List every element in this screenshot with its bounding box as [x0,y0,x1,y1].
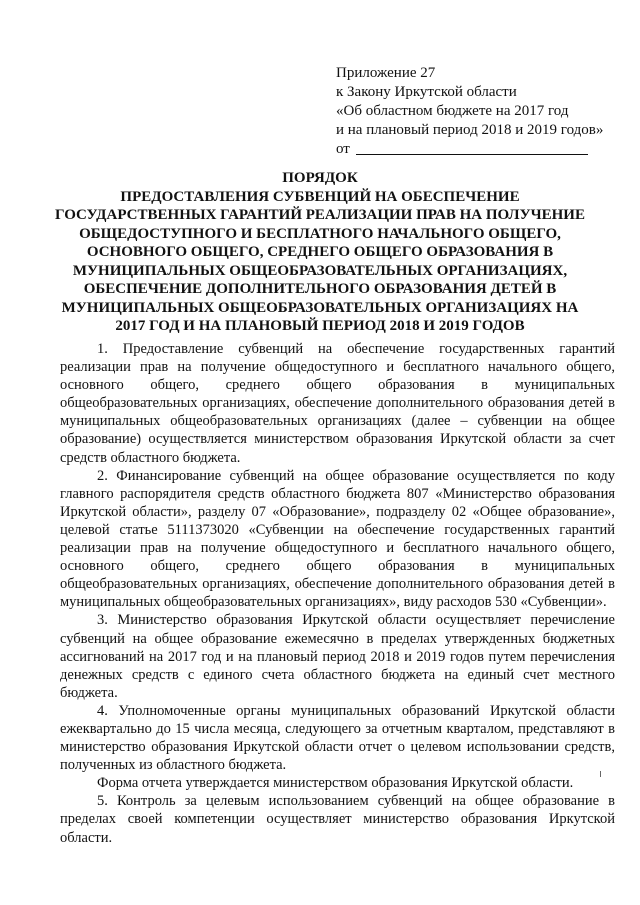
appendix-number: Приложение 27 [336,65,436,81]
document-title [40,169,600,336]
title-line-4: ОБЩЕДОСТУПНОГО И БЕСПЛАТНОГО НАЧАЛЬНОГО ОБЩЕГО, [79,225,561,242]
appendix-law-period: и на плановый период 2018 и 2019 годов» [336,122,604,138]
paragraph-5: 5. Контроль за целевым использованием субвенций на общее образование в пределах своей компетенции осуществляет министерство образования Иркутской области. [60,793,615,846]
scan-artifact-mark [600,771,601,777]
appendix-header [336,64,626,159]
title-line-3: ГОСУДАРСТВЕННЫХ ГАРАНТИЙ РЕАЛИЗАЦИИ ПРАВ НА ПОЛУЧЕНИЕ [55,207,585,223]
title-line-9: 2017 ГОД И НА ПЛАНОВЫЙ ПЕРИОД 2018 И 2019 ГОДОВ [115,318,525,334]
title-line-5: ОСНОВНОГО ОБЩЕГО, СРЕДНЕГО ОБЩЕГО ОБРАЗОВАНИЯ В [86,244,554,260]
title-line-1: ПОРЯДОК [282,170,358,186]
appendix-law-reference: к Закону Иркутской области [336,84,517,100]
paragraph-4: 4. Уполномоченные органы муниципальных образований Иркутской области ежеквартально до 15 числа месяца, следующего за отчетным кварталом, представляют в министерство образования Иркутской области отчет о целевом использовании средств, полученных из областного бюджета. [60,702,615,774]
title-line-6: МУНИЦИПАЛЬНЫХ ОБЩЕОБРАЗОВАТЕЛЬНЫХ ОРГАНИЗАЦИЯХ, [72,262,568,279]
appendix-date-prefix: от [336,141,350,157]
document-body [60,340,615,847]
appendix-law-title: «Об областном бюджете на 2017 год [336,103,569,119]
date-blank-underline [356,153,588,155]
paragraph-report-form: Форма отчета утверждается министерством образования Иркутской области. [97,775,574,792]
appendix-date-line [336,140,626,159]
title-line-8: МУНИЦИПАЛЬНЫХ ОБЩЕОБРАЗОВАТЕЛЬНЫХ ОРГАНИЗАЦИЯХ НА [61,299,579,316]
title-line-2: ПРЕДОСТАВЛЕНИЯ СУБВЕНЦИЙ НА ОБЕСПЕЧЕНИЕ [120,188,520,205]
paragraph-2: 2. Финансирование субвенций на общее образование осуществляется по коду главного распорядителя средств областного бюджета 807 «Министерство образования Иркутской области», разделу 07 «Образование», подразделу 02 «Общее образование», целевой статье 5111373020 «Субвенции на обеспечение государственных гарантий реализации прав на получение общедоступного и бесплатного начального общего, основного общего, среднего общего образования в муниципальных общеобразовательных организациях, обеспечение дополнительного образования детей в муниципальных общеобразовательных организациях», виду расходов 530 «Субвенции». [60,467,615,611]
paragraph-3: 3. Министерство образования Иркутской области осуществляет перечисление субвенций на общее образование ежемесячно в пределах утвержденных бюджетных ассигнований на 2017 год и на плановый период 2018 и 2019 годов путем перечисления денежных средств с единого счета областного бюджета на единый счет местного бюджета. [60,612,615,701]
title-line-7: ОБЕСПЕЧЕНИЕ ДОПОЛНИТЕЛЬНОГО ОБРАЗОВАНИЯ ДЕТЕЙ В [83,281,557,297]
paragraph-1: 1. Предоставление субвенций на обеспечение государственных гарантий реализации прав на получение общедоступного и бесплатного начального общего, основного общего, среднего общего образования в муниципальных общеобразовательных организациях, обеспечение дополнительного образования детей в муниципальных общеобразовательных организациях (далее – субвенции на общее образование) осуществляется министерством образования Иркутской области за счет средств областного бюджета. [60,341,615,466]
